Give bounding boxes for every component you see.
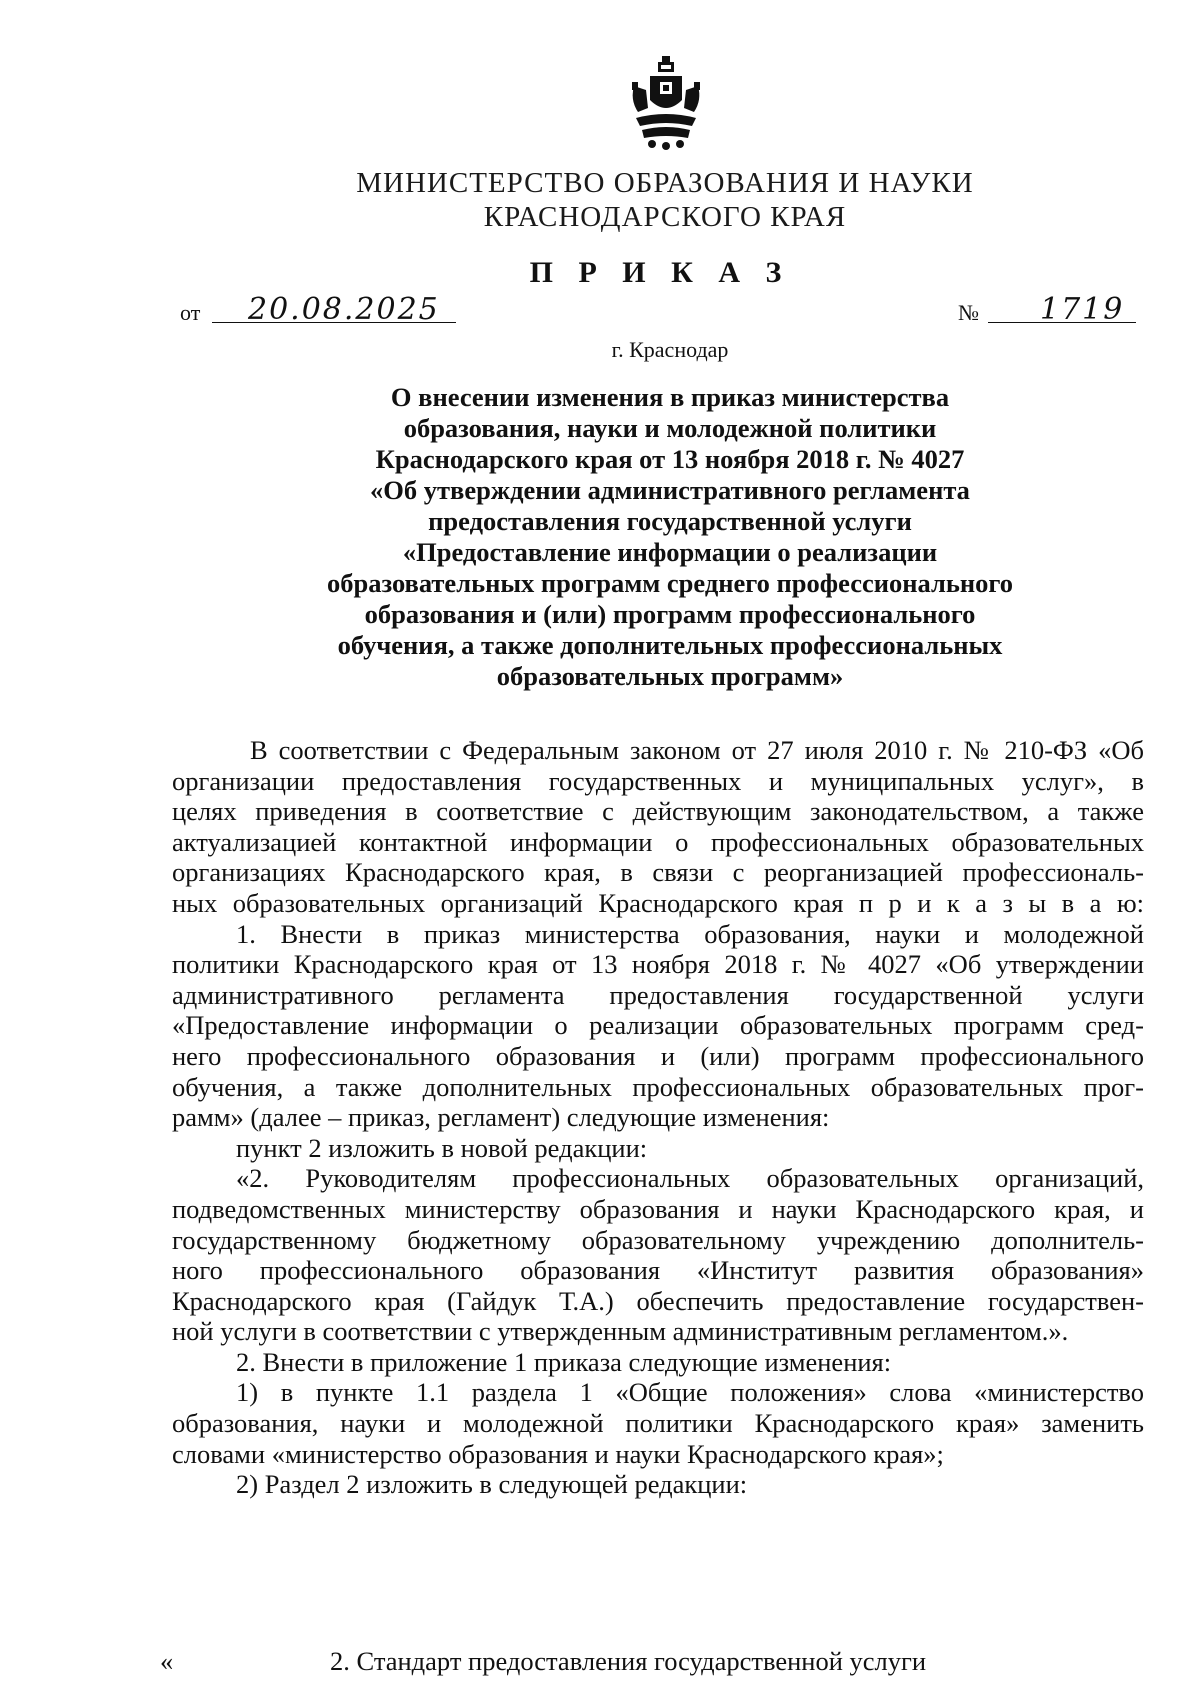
heading-line: образовательных программ среднего профессионального	[326, 568, 1014, 598]
number-handwritten: 1719	[1040, 292, 1125, 327]
body-line: словами «министерство образования и науки Краснодарского края»;	[172, 1438, 944, 1469]
heading-line: Краснодарского края от 13 ноября 2018 г. № 4027	[375, 444, 965, 474]
body-line: организациях Краснодарского края, в связи с реорганизацией профессиональ-	[172, 857, 1144, 888]
coat-of-arms-icon	[628, 56, 704, 152]
order-heading	[200, 382, 1140, 692]
body-line: «Предоставление информации о реализации образовательных программ сред-	[172, 1010, 1144, 1041]
city: г. Краснодар	[611, 337, 729, 362]
body-line: обучения, а также дополнительных профессиональных образовательных прог-	[172, 1071, 1144, 1102]
body-line: административного регламента предоставления государственной услуги	[172, 979, 1144, 1010]
number-label: №	[958, 300, 979, 325]
section-title: 2. Стандарт предоставления государственной услуги	[330, 1646, 927, 1676]
heading-line: обучения, а также дополнительных профессиональных	[337, 630, 1003, 660]
body-line: него профессионального образования и (или) программ профессионального	[172, 1040, 1144, 1071]
ministry-line-1: МИНИСТЕРСТВО ОБРАЗОВАНИЯ И НАУКИ	[356, 167, 974, 199]
heading-line: «Об утверждении административного регламента	[370, 475, 970, 505]
heading-line: О внесении изменения в приказ министерства	[390, 382, 950, 412]
body-line: ной услуги в соответствии с утвержденным административным регламентом.».	[172, 1316, 1069, 1347]
date-label: от	[180, 300, 201, 325]
body-line: 2) Раздел 2 изложить в следующей редакции:	[236, 1469, 748, 1500]
body-line: ного профессионального образования «Институт развития образования»	[172, 1255, 1144, 1286]
ministry-name	[0, 166, 1200, 234]
heading-line: «Предоставление информации о реализации	[402, 537, 938, 567]
body-line: организации предоставления государственных и муниципальных услуг», в	[172, 765, 1144, 796]
body-line: образования, науки и молодежной политики Краснодарского края» заменить	[172, 1408, 1144, 1439]
order-title: П Р И К А З	[529, 256, 791, 289]
date-handwritten: 20.08.2025	[248, 292, 440, 327]
quote-mark: «	[160, 1646, 174, 1676]
body-line: 2. Внести в приложение 1 приказа следующие изменения:	[236, 1346, 892, 1377]
body-line: пункт 2 изложить в новой редакции:	[236, 1132, 648, 1163]
body-line: целях приведения в соответствие с действующим законодательством, а также	[172, 796, 1144, 827]
heading-line: образования и (или) программ профессионального	[364, 599, 976, 629]
body-line: В соответствии с Федеральным законом от 27 июля 2010 г. № 210-ФЗ «Об	[250, 735, 1144, 765]
body-line: актуализацией контактной информации о профессиональных образовательных	[172, 826, 1144, 857]
body-line: Краснодарского края (Гайдук Т.А.) обеспечить предоставление государствен-	[172, 1285, 1144, 1316]
heading-line: предоставления государственной услуги	[428, 506, 912, 536]
body-line: рамм» (далее – приказ, регламент) следующие изменения:	[172, 1102, 830, 1133]
heading-line: образования, науки и молодежной политики	[403, 413, 937, 443]
ministry-line-2: КРАСНОДАРСКОГО КРАЯ	[483, 201, 847, 233]
body-line: 1) в пункте 1.1 раздела 1 «Общие положения» слова «министерство	[236, 1377, 1144, 1408]
body-line: государственному бюджетному образовательному учреждению дополнитель-	[172, 1224, 1144, 1255]
body-line: ных образовательных организаций Краснодарского края п р и к а з ы в а ю:	[172, 887, 1144, 918]
order-body	[172, 735, 1144, 1500]
body-line: 1. Внести в приказ министерства образования, науки и молодежной	[236, 918, 1144, 949]
body-line: политики Краснодарского края от 13 ноября 2018 г. № 4027 «Об утверждении	[172, 949, 1144, 980]
heading-line: образовательных программ»	[496, 661, 844, 691]
body-line: «2. Руководителям профессиональных образовательных организаций,	[236, 1163, 1144, 1194]
body-line: подведомственных министерству образования и науки Краснодарского края, и	[172, 1193, 1144, 1224]
